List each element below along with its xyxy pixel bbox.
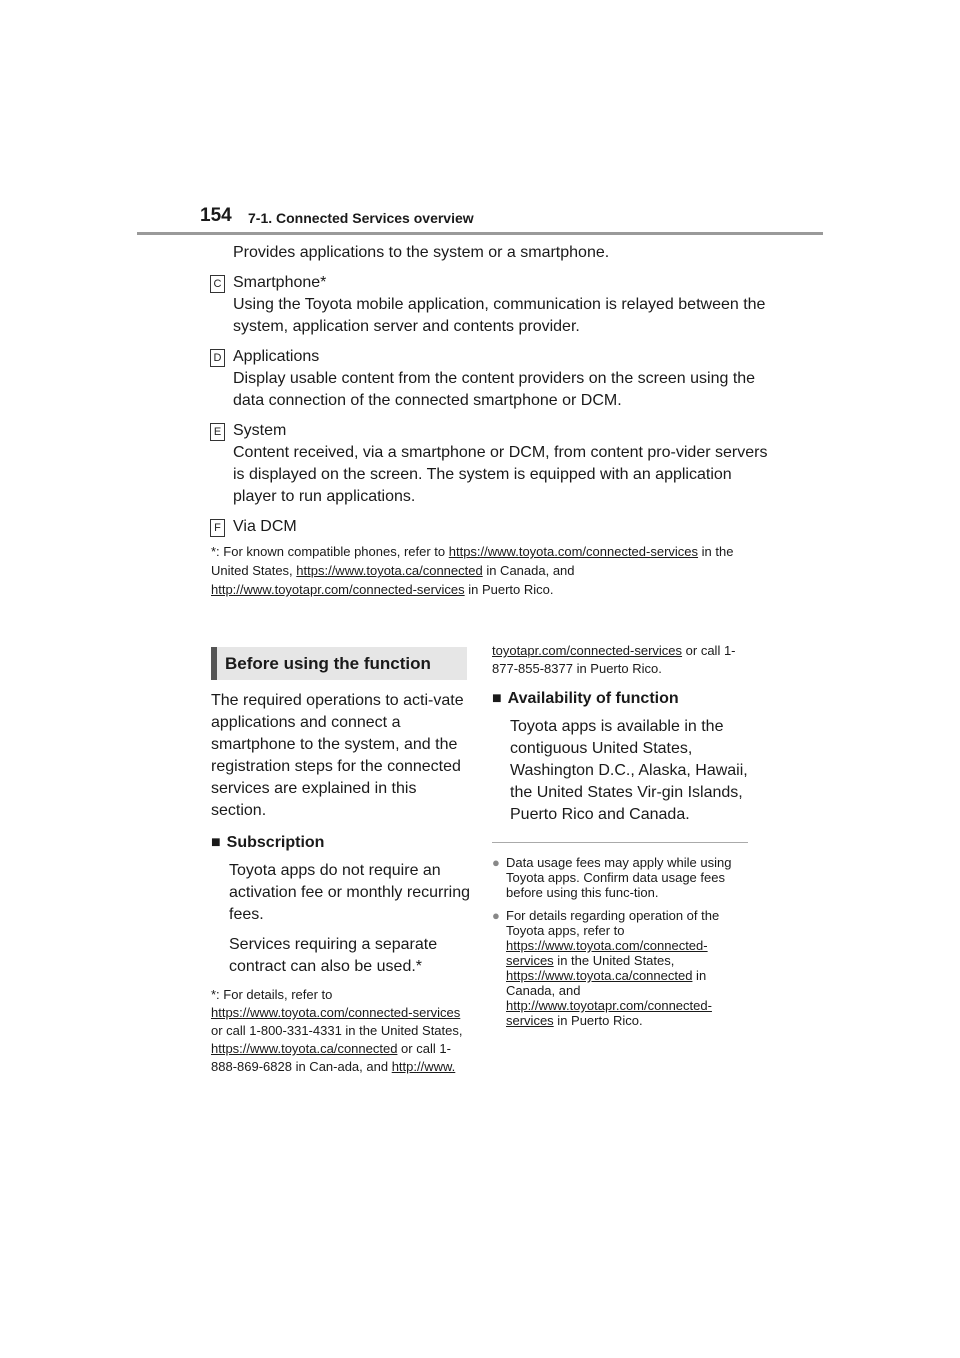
subsection-heading [492,688,754,710]
link-toyota-pr-end[interactable]: toyotapr.com/connected-services [492,643,683,658]
subsection-heading [211,832,473,854]
square-bullet-icon: ■ [492,690,502,707]
footnote-mark: *: [211,544,220,559]
definition-item [210,516,770,538]
definition-item [210,346,770,412]
footnote-text: For known compatible phones, refer to [223,544,449,559]
right-column [492,642,754,1036]
link-toyota-pr[interactable]: http://www.toyotapr.com/connected-services [211,582,465,597]
square-bullet-icon: ■ [211,834,221,851]
list-item-text: Services requiring a separate contract can also be used.* [229,936,438,975]
left-column [211,647,473,1076]
definition-item [210,420,770,508]
list-item-text: Toyota apps is available in the contiguous United States, Washington D.C., Alaska, Hawaii, the United States Vir-gin Islands, Puerto Rico and Canada. [510,718,748,823]
definition-text: Using the Toyota mobile application, communication is relayed between the system, application server and contents provider. [233,296,766,335]
link-toyota-us[interactable]: https://www.toyota.com/connected-services [211,1005,461,1020]
note-item [492,908,754,1028]
subsection-title: Subscription [226,834,325,851]
note-text: For details regarding operation of the Toyota apps, refer to [506,908,720,938]
page-number: 154 [200,205,232,226]
footnote-text: in Canada, and [482,563,575,578]
label-badge: C [210,275,225,293]
list-item [211,934,473,978]
note-divider [492,842,748,843]
footnote-text: or call 1-800-331-4331 in the United States, [211,1023,463,1038]
link-toyota-ca[interactable]: https://www.toyota.ca/connected [506,968,693,983]
subsection-title: Availability of function [507,690,679,707]
section-title: 7-1. Connected Services overview [248,210,474,226]
definition-item [210,242,770,264]
link-toyota-pr[interactable]: http://www.toyotapr.com/connected-services [506,998,712,1028]
definition-list [210,242,770,546]
footnote-mark: *: [211,987,220,1002]
footnote [211,986,473,1076]
circle-bullet-icon: ● [492,908,500,923]
header-rule [137,232,823,235]
definition-title: System [233,422,287,439]
label-badge: D [210,349,225,367]
definition-title: Applications [233,348,320,365]
footnote [211,542,771,599]
list-item-text: Toyota apps do not require an activation fee or monthly recurring fees. [229,862,470,923]
intro-paragraph: The required operations to acti-vate applications and connect a smartphone to the system, and the registration steps for the connected services are explained in this section. [211,692,464,819]
definition-item [210,272,770,338]
link-toyota-us[interactable]: https://www.toyota.com/connected-services [506,938,708,968]
link-toyota-pr-start[interactable]: http://www. [391,1059,456,1074]
link-toyota-ca[interactable]: https://www.toyota.ca/connected [211,1041,398,1056]
circle-bullet-icon: ● [492,855,500,870]
footnote-text: in the United States, [211,544,734,578]
definition-text: Provides applications to the system or a smartphone. [233,244,610,261]
link-toyota-ca[interactable]: https://www.toyota.ca/connected [296,563,483,578]
section-heading: Before using the function [211,647,467,680]
note-text: in Canada, and [506,968,707,998]
definition-title: Smartphone* [233,274,327,291]
note-text: Data usage fees may apply while using Toyota apps. Confirm data usage fees before using this func-tion. [506,855,732,900]
list-item [492,716,754,826]
footnote-text: For details, refer to [223,987,333,1002]
label-badge: E [210,423,225,441]
footnote-continued [492,642,754,678]
footnote-text: or call 1-877-855-8377 in Puerto Rico. [492,643,736,676]
footnote-text: in Puerto Rico. [464,582,554,597]
definition-text: Content received, via a smartphone or DCM, from content pro-vider servers is displayed on the screen. The system is equipped with an application player to run applications. [233,444,768,505]
definition-text: Display usable content from the content providers on the screen using the data connection of the connected smartphone or DCM. [233,370,756,409]
note-item [492,855,754,900]
label-badge: F [210,519,225,537]
list-item [211,860,473,926]
footnote-text: or call 1-888-869-6828 in Can-ada, and [211,1041,451,1074]
note-text: in the United States, [553,953,675,968]
note-text: in Puerto Rico. [553,1013,643,1028]
definition-title: Via DCM [233,518,297,535]
link-toyota-us[interactable]: https://www.toyota.com/connected-services [448,544,699,559]
